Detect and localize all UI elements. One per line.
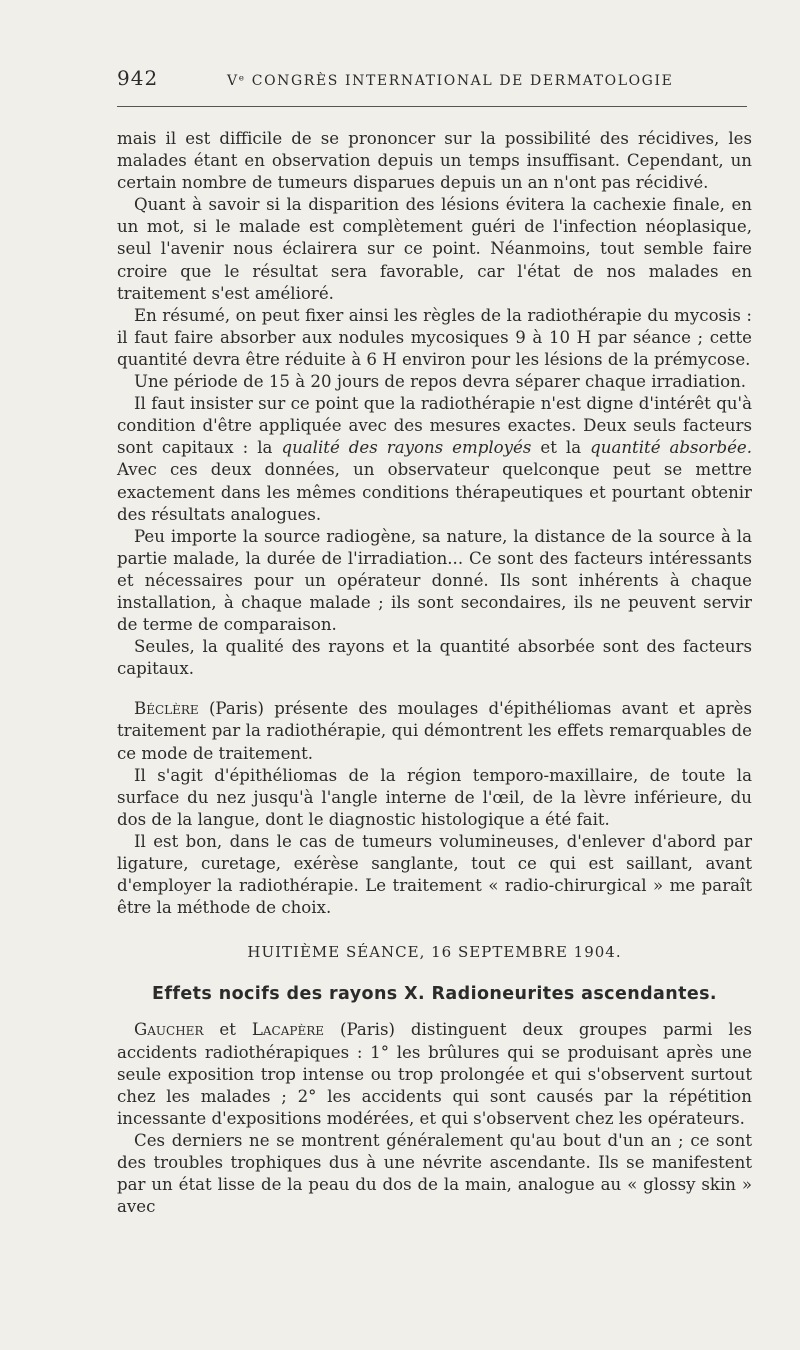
author-name: Lacapère [251, 1020, 325, 1040]
text-run: et la [540, 438, 582, 458]
text-run: (Paris) présente des moulages d'épithéliomas avant et après traitement par la radiothérapie, qui démontrent les effets remarquables de ce mode de traitement. [117, 699, 752, 763]
paragraph: mais il est difficile de se prononcer sur la possibilité des récidives, les malades étant en observation depuis un temps insuffisant. Cependant, un certain nombre de tumeurs disparues depuis un an n'ont pas récidivé. [117, 129, 752, 193]
running-head: Vᵉ CONGRÈS INTERNATIONAL DE DERMATOLOGIE [227, 73, 674, 89]
text-run: Il faut insister sur ce point que la radiothérapie n'est digne d'intérêt qu'à condition d'être appliquée avec des mesures exactes. Deux seuls facteurs sont capitaux : la [117, 394, 752, 458]
author-name: Béclère [134, 699, 199, 719]
page-header [117, 66, 747, 107]
paragraph: Il s'agit d'épithéliomas de la région temporo-maxillaire, de toute la surface du nez jusqu'à l'angle interne de l'œil, de la lèvre inférieure, du dos de la langue, dont le diagnostic histologique a été fait. [117, 765, 752, 829]
paragraph [117, 698, 752, 764]
body-text [117, 128, 752, 1218]
spacer [117, 680, 752, 698]
emphasis: quantité absorbée. [590, 438, 753, 458]
text-run: (Paris) distinguent deux groupes parmi les accidents radiothérapiques : 1° les brûlures qui se produisant après une seule exposition trop intense ou trop prolongée et qui s'observent surtout chez les malades ; 2° les accidents qui sont causés par la répétition incessante d'expositions modérées, et qui s'observent chez les opérateurs. [117, 1020, 753, 1128]
section-title: Effets nocifs des rayons X. Radioneurites ascendantes. [152, 984, 717, 1005]
text-run: Avec ces deux données, un observateur quelconque peut se mettre exactement dans les mêmes conditions thérapeutiques et pourtant obtenir des résultats analogues. [117, 460, 752, 524]
paragraph: Seules, la qualité des rayons et la quantité absorbée sont des facteurs capitaux. [117, 637, 752, 679]
paragraph: Une période de 15 à 20 jours de repos devra séparer chaque irradiation. [134, 372, 747, 392]
paragraph: Quant à savoir si la disparition des lésions évitera la cachexie finale, en un mot, si le malade est complètement guéri de l'infection néoplasique, seul l'avenir nous éclairera sur ce point. Néanmoins, tout semble faire croire que le résultat sera favorable, car l'état de nos malades en traitement s'est amélioré. [117, 195, 752, 303]
author-name: Gaucher [134, 1020, 204, 1040]
paragraph [117, 1019, 752, 1129]
session-heading: HUITIÈME SÉANCE, 16 SEPTEMBRE 1904. [247, 943, 622, 962]
page-number: 942 [117, 66, 159, 90]
paragraph [117, 393, 752, 526]
paragraph: Il est bon, dans le cas de tumeurs volumineuses, d'enlever d'abord par ligature, curetage, exérèse sanglante, tout ce qui est saillant, avant d'employer la radiothérapie. Le traitement « radio-chirurgical » me paraît être la méthode de choix. [117, 831, 752, 918]
emphasis: qualité des rayons employés [281, 438, 532, 458]
paragraph: Ces derniers ne se montrent généralement qu'au bout d'un an ; ce sont des troubles trophiques dus à une névrite ascendante. Ils se manifestent par un état lisse de la peau du dos de la main, analogue au « glossy skin » avec [117, 1130, 752, 1217]
text-run: et [219, 1020, 236, 1040]
paragraph: Peu importe la source radiogène, sa nature, la distance de la source à la partie malade, la durée de l'irradiation... Ce sont des facteurs intéressants et nécessaires pour un opérateur donné. Ils sont inhérents à chaque installation, à chaque malade ; ils sont secondaires, ils ne peuvent servir de terme de comparaison. [117, 526, 752, 635]
paragraph: En résumé, on peut fixer ainsi les règles de la radiothérapie du mycosis : il faut faire absorber aux nodules mycosiques 9 à 10 H par séance ; cette quantité devra être réduite à 6 H environ pour les lésions de la prémycose. [117, 305, 752, 369]
